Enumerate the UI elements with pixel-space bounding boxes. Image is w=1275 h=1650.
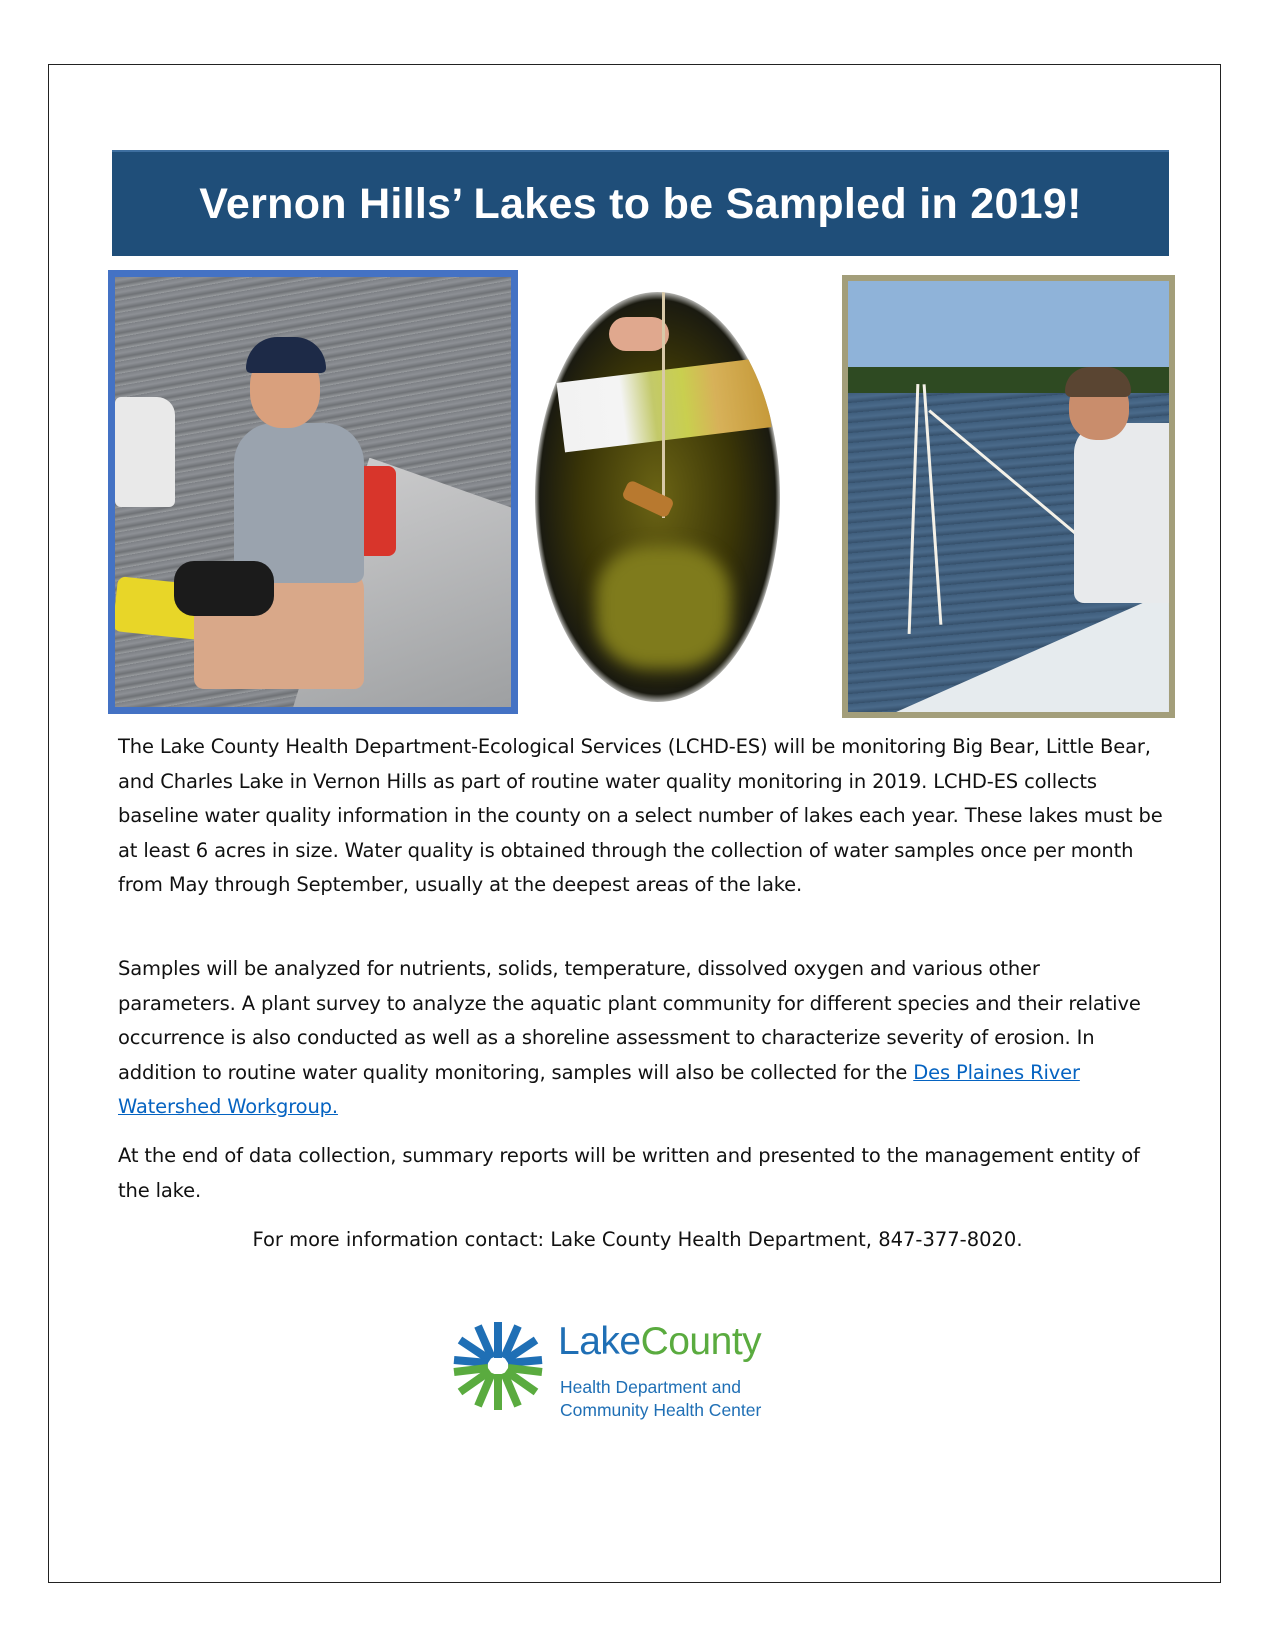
title-banner <box>112 150 1169 256</box>
paragraph-sample-analysis: Samples will be analyzed for nutrients, solids, temperature, dissolved oxygen and various other parameters. A plant survey to analyze the aquatic plant community for different species and their relative occurrence is also conducted as well as a shoreline assessment to characterize severity of erosion. In addition to routine water quality monitoring, samples will also be collected for the Des Plaines River Watershed Workgroup. <box>118 957 1141 1118</box>
logo-wordmark: LakeCounty <box>558 1320 762 1363</box>
photo-secchi-disk <box>535 292 780 702</box>
photo-water-sampler <box>842 275 1175 718</box>
lake-county-logo <box>452 1318 812 1430</box>
watershed-workgroup-link[interactable]: Des Plaines River Watershed Workgroup. <box>118 1060 1080 1118</box>
outboard-motor <box>115 397 175 507</box>
page-title: Vernon Hills’ Lakes to be Sampled in 2019! <box>199 179 1082 228</box>
baseball-cap <box>246 337 326 373</box>
starburst-logo-icon <box>452 1318 544 1410</box>
photo-technician-in-boat <box>108 270 518 714</box>
contact-info: For more information contact: Lake County Health Department, 847-377-8020. <box>252 1228 1023 1251</box>
logo-subtitle: Health Department and Community Health Center <box>560 1377 762 1420</box>
paragraph-monitoring-overview: The Lake County Health Department-Ecological Services (LCHD-ES) will be monitoring Big Bear, Little Bear, and Charles Lake in Vernon Hills as part of routine water quality monitoring in 2019. LCHD-ES collects baseline water quality information in the county on a select number of lakes each year. These lakes must be at least 6 acres in size. Water quality is obtained through the collection of water samples once per month from May through September, usually at the deepest areas of the lake. <box>118 735 1163 896</box>
paragraph-summary-reports: At the end of data collection, summary reports will be written and presented to the management entity of the lake. <box>118 1144 1140 1202</box>
